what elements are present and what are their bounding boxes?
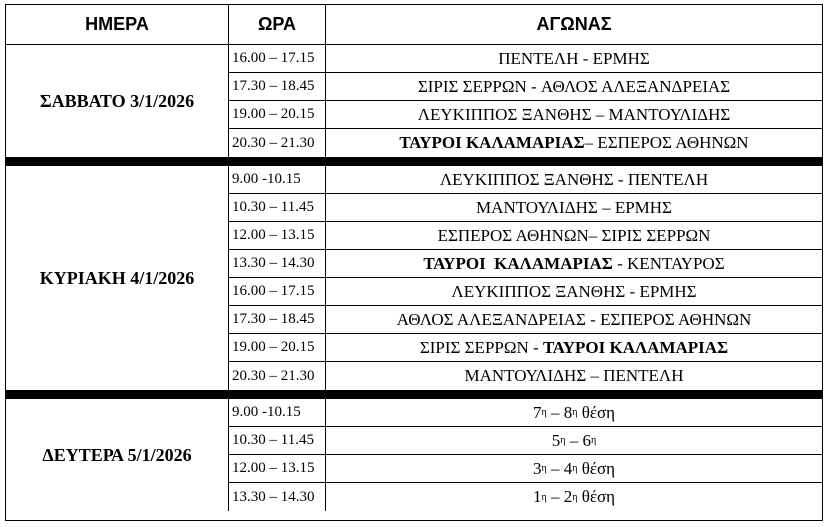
header-time: ΩΡΑ	[229, 5, 326, 45]
away-team: ΕΡΜΗΣ	[592, 48, 650, 68]
match-cell	[326, 399, 822, 427]
versus-dash: -	[528, 337, 543, 357]
place-number: 7	[532, 402, 542, 422]
away-team: ΕΡΜΗΣ	[614, 197, 672, 217]
ordinal-suffix: η	[541, 407, 547, 418]
ordinal-suffix: η	[541, 491, 547, 503]
time-cell: 17.30 – 18.45	[229, 73, 326, 101]
versus-dash: -	[625, 281, 640, 301]
place-number: 8	[563, 402, 573, 422]
home-team: ΛΕΥΚΙΠΠΟΣ ΞΑΝΘΗΣ	[451, 281, 626, 301]
day-label: ΣΑΒΒΑΤΟ 3/1/2026	[6, 45, 229, 157]
versus-dash: –	[591, 104, 609, 124]
away-team: ΜΑΝΤΟΥΛΙΔΗΣ	[608, 104, 731, 124]
match-cell	[326, 334, 822, 362]
versus-dash: -	[612, 253, 628, 273]
versus-dash: –	[586, 366, 604, 385]
away-team: ΤΑΥΡΟΙ ΚΑΛΑΜΑΡΙΑΣ	[542, 337, 729, 357]
placement-word: θέση	[577, 458, 616, 478]
match-cell	[326, 166, 822, 194]
place-number: 6	[582, 430, 591, 450]
time-cell: 20.30 – 21.30	[229, 129, 326, 157]
home-team: ΤΑΥΡΟΙ ΚΑΛΑΜΑΡΙΑΣ	[423, 253, 613, 273]
time-cell: 9.00 -10.15	[229, 399, 326, 427]
ordinal-suffix: η	[591, 435, 597, 446]
away-team: ΠΕΝΤΕΛΗ	[603, 366, 684, 385]
home-team: ΜΑΝΤΟΥΛΙΔΗΣ	[476, 197, 598, 217]
away-team: ΠΕΝΤΕΛΗ	[627, 169, 709, 189]
day-label: ΔΕΥΤΕΡΑ 5/1/2026	[6, 399, 229, 511]
time-cell: 13.30 – 14.30	[229, 250, 326, 278]
match-cell	[326, 278, 822, 306]
time-cell: 16.00 – 17.15	[229, 45, 326, 73]
away-team: ΣΙΡΙΣ ΣΕΡΡΩΝ	[601, 225, 711, 245]
home-team: ΣΙΡΙΣ ΣΕΡΡΩΝ	[419, 337, 529, 357]
match-cell	[326, 194, 822, 222]
away-team: ΚΕΝΤΑΥΡΟΣ	[627, 253, 725, 273]
match-cell	[326, 483, 822, 511]
match-cell	[326, 222, 822, 250]
place-number: 5	[551, 430, 561, 450]
match-cell	[326, 73, 822, 101]
home-team: ΜΑΝΤΟΥΛΙΔΗΣ	[464, 366, 587, 385]
section-divider	[6, 390, 822, 399]
time-cell: 13.30 – 14.30	[229, 483, 326, 511]
match-cell	[326, 101, 822, 129]
time-cell: 20.30 – 21.30	[229, 362, 326, 390]
versus-dash: -	[613, 169, 628, 189]
away-team: ΑΘΛΟΣ ΑΛΕΞΑΝΔΡΕΙΑΣ	[540, 76, 731, 96]
time-cell: 10.30 – 11.45	[229, 427, 326, 455]
ordinal-suffix: η	[572, 407, 578, 418]
match-cell	[326, 129, 822, 157]
versus-dash: –	[597, 197, 615, 217]
home-team: ΤΑΥΡΟΙ ΚΑΛΑΜΑΡΙΑΣ	[399, 133, 585, 152]
place-number: 2	[563, 487, 573, 506]
versus-dash: -	[585, 309, 601, 329]
away-team: ΕΣΠΕΡΟΣ ΑΘΗΝΩΝ	[600, 309, 752, 329]
versus-dash: –	[584, 133, 598, 152]
place-number: 3	[532, 458, 542, 478]
ordinal-suffix: η	[541, 463, 547, 474]
home-team: ΑΘΛΟΣ ΑΛΕΞΑΝΔΡΕΙΑΣ	[396, 309, 586, 329]
place-number: 4	[563, 458, 573, 478]
versus-dash: -	[578, 48, 593, 68]
ordinal-suffix: η	[560, 435, 566, 446]
time-cell: 12.00 – 13.15	[229, 455, 326, 483]
header-day: ΗΜΕΡΑ	[6, 5, 229, 45]
match-cell	[326, 250, 822, 278]
place-number: 1	[532, 487, 542, 506]
match-cell	[326, 427, 822, 455]
ordinal-suffix: η	[572, 463, 578, 474]
time-cell: 19.00 – 20.15	[229, 101, 326, 129]
placement-word: θέση	[577, 402, 616, 422]
home-team: ΛΕΥΚΙΠΠΟΣ ΞΑΝΘΗΣ	[439, 169, 614, 189]
header-match: ΑΓΩΝΑΣ	[326, 5, 822, 45]
time-cell: 12.00 – 13.15	[229, 222, 326, 250]
time-cell: 16.00 – 17.15	[229, 278, 326, 306]
match-cell	[326, 455, 822, 483]
away-team: ΕΡΜΗΣ	[639, 281, 697, 301]
home-team: ΣΙΡΙΣ ΣΕΡΡΩΝ	[417, 76, 527, 96]
match-cell	[326, 362, 822, 390]
away-team: ΕΣΠΕΡΟΣ ΑΘΗΝΩΝ	[597, 133, 749, 152]
home-team: ΛΕΥΚΙΠΠΟΣ ΞΑΝΘΗΣ	[417, 104, 592, 124]
time-cell: 17.30 – 18.45	[229, 306, 326, 334]
home-team: ΕΣΠΕΡΟΣ ΑΘΗΝΩΝ	[437, 225, 589, 245]
versus-dash: –	[588, 225, 602, 245]
time-cell: 19.00 – 20.15	[229, 334, 326, 362]
schedule-table	[5, 4, 823, 521]
dash: –	[546, 402, 564, 422]
time-cell: 9.00 -10.15	[229, 166, 326, 194]
time-cell: 10.30 – 11.45	[229, 194, 326, 222]
versus-dash: -	[526, 76, 541, 96]
dash: –	[546, 487, 564, 506]
ordinal-suffix: η	[572, 491, 578, 503]
dash: –	[565, 430, 583, 450]
match-cell	[326, 306, 822, 334]
dash: –	[546, 458, 564, 478]
home-team: ΠΕΝΤΕΛΗ	[498, 48, 579, 68]
section-divider	[6, 157, 822, 166]
placement-word: θέση	[577, 487, 616, 506]
day-label: ΚΥΡΙΑΚΗ 4/1/2026	[6, 166, 229, 390]
match-cell	[326, 45, 822, 73]
